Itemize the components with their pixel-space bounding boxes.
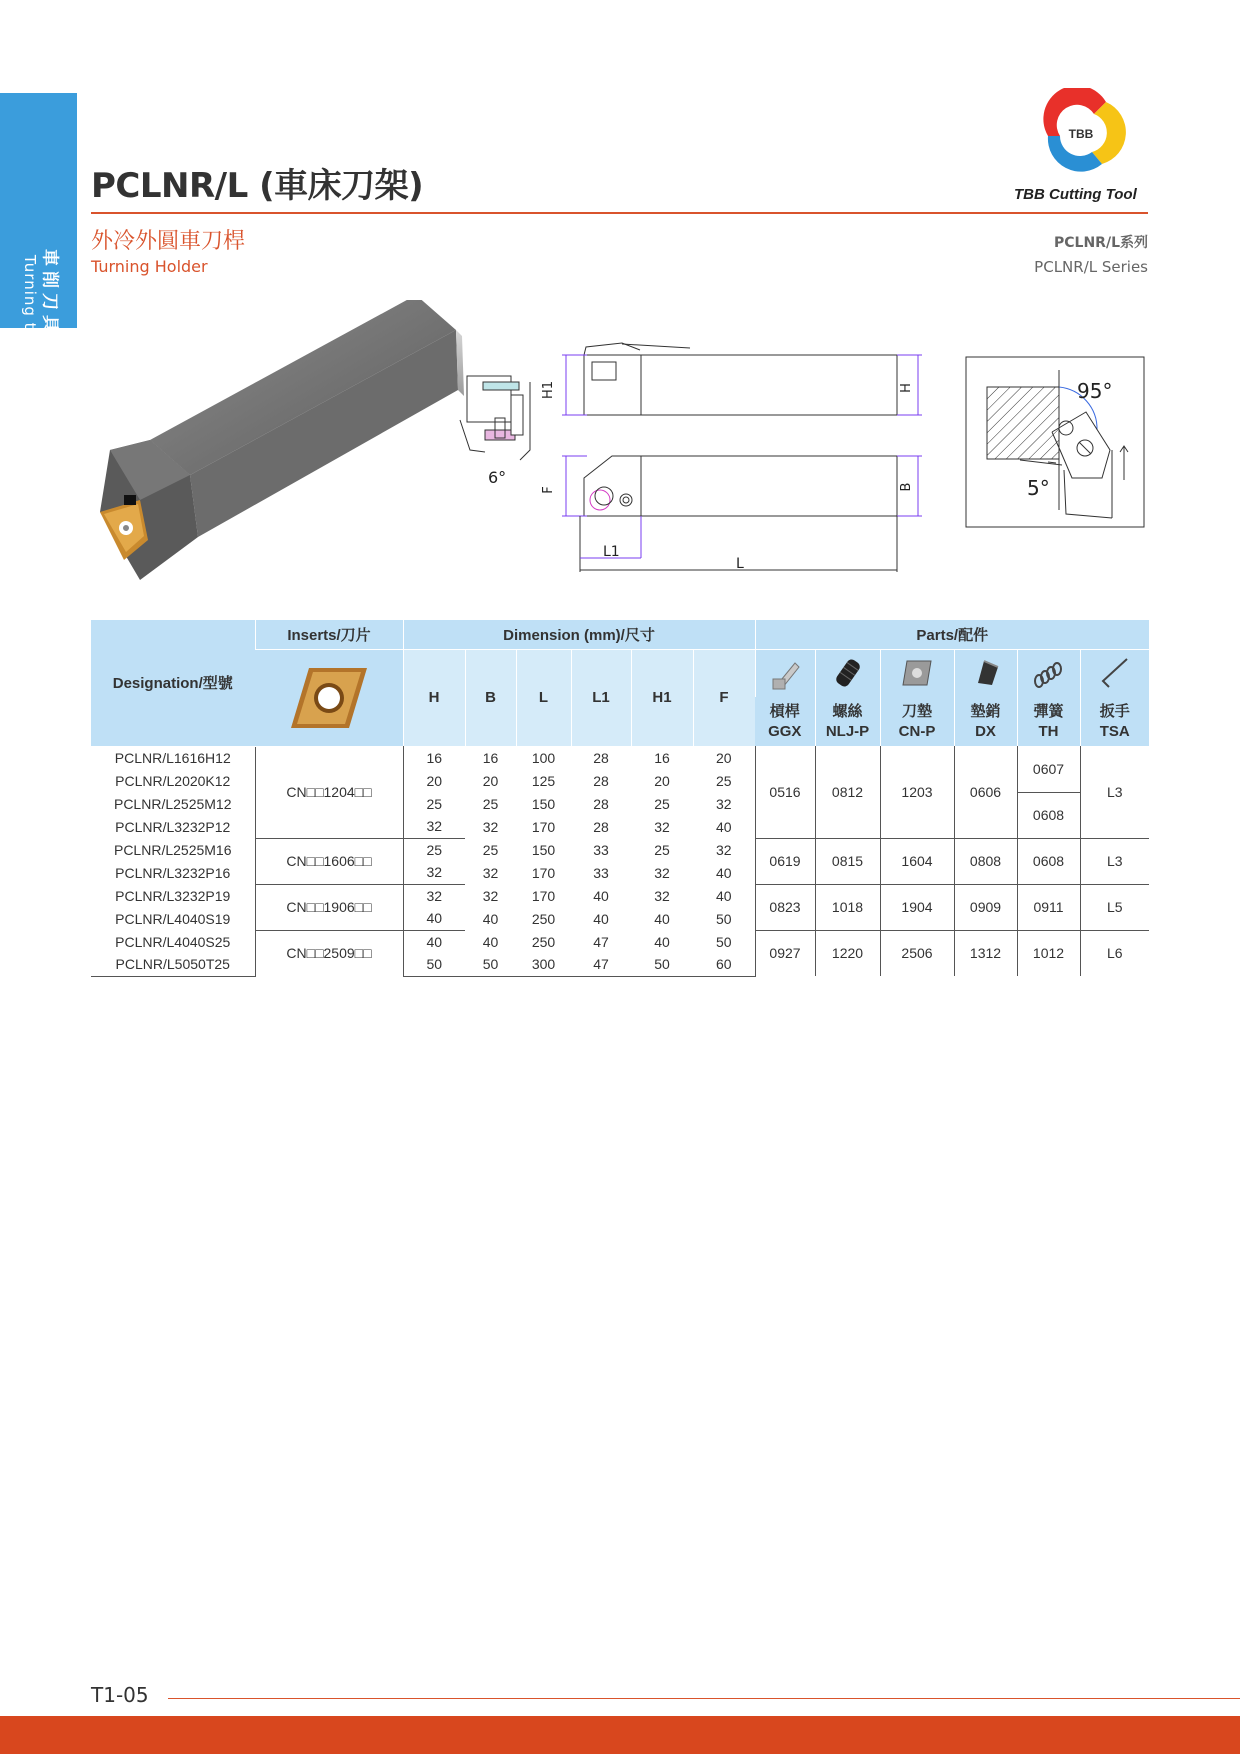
insert-code-cell: CN□□1906□□	[255, 884, 403, 930]
angle-95-label: 95°	[1077, 379, 1113, 403]
end-view-drawing	[460, 376, 530, 460]
part-image-lever	[755, 649, 815, 697]
series-label-en: PCLNR/L Series	[1034, 258, 1148, 276]
parts-header: Parts/配件	[755, 620, 1149, 649]
dim-col-l1: L1	[571, 649, 631, 746]
subtitle-cn: 外冷外圓車刀桿	[91, 229, 246, 254]
table-row: PCLNR/L2020K12 20 20 125 28 20 25	[91, 769, 1149, 792]
side-tab	[0, 93, 77, 356]
product-illustration	[90, 300, 1150, 590]
pin-icon	[968, 655, 1004, 691]
part-col-ggx: 槓桿 GGX	[755, 697, 815, 746]
insert-code-cell: CN□□2509□□	[255, 930, 403, 976]
part-image-screw	[815, 649, 880, 697]
side-tab-label-en: Turning tool	[21, 254, 39, 356]
tbb-logo	[1036, 88, 1126, 178]
dimension-l-label: L	[736, 556, 744, 572]
screw-icon	[830, 655, 866, 691]
table-row: PCLNR/L1616H12 CN□□1204□□ 16 16 100 28 16 20 0516 0812 1203 0606 0607 L3	[91, 746, 1149, 769]
top-view-drawing	[562, 343, 922, 415]
spec-table	[91, 620, 1149, 977]
logo-text: TBB Cutting Tool	[1014, 186, 1137, 203]
footer-bar	[0, 1716, 1240, 1754]
logo-mark: TBB	[1068, 127, 1094, 141]
dim-col-l: L	[516, 649, 571, 746]
part-col-th: 彈簧 TH	[1017, 697, 1080, 746]
dimension-l1-label: L1	[603, 544, 620, 560]
part-image-wrench	[1080, 649, 1149, 697]
dimension-h1-label: H1	[541, 380, 556, 400]
angle-5-label: 5°	[1027, 476, 1050, 500]
part-col-dx: 墊銷 DX	[954, 697, 1017, 746]
table-row: PCLNR/L3232P12 32 32 170 28 32 40	[91, 815, 1149, 838]
insert-icon	[289, 662, 369, 734]
dim-col-b: B	[465, 649, 516, 746]
table-row: PCLNR/L4040S25 CN□□2509□□ 40 40 250 47 40 50 0927 1220 2506 1312 1012 L6	[91, 930, 1149, 953]
designation-header: Designation/型號	[91, 620, 255, 746]
dimension-header: Dimension (mm)/尺寸	[403, 620, 755, 649]
page-number: T1-05	[91, 1683, 149, 1707]
part-col-cn-p: 刀墊 CN-P	[880, 697, 954, 746]
side-tab-label-cn: 車削刀具	[39, 249, 60, 337]
wrench-icon	[1097, 655, 1133, 691]
spring-icon	[1031, 655, 1067, 691]
dimension-f-label: F	[541, 486, 556, 494]
dim-col-h: H	[403, 649, 465, 746]
insert-image-cell	[255, 649, 403, 746]
page-title: PCLNR/L (車床刀架)	[91, 166, 424, 206]
header-divider	[91, 212, 1148, 214]
part-col-nlj-p: 螺絲 NLJ-P	[815, 697, 880, 746]
part-image-spring	[1017, 649, 1080, 697]
angle-diagram	[966, 357, 1144, 527]
lever-icon	[767, 655, 803, 691]
angle-6-label: 6°	[488, 468, 507, 487]
tool-holder-3d-image	[100, 300, 464, 580]
inserts-header: Inserts/刀片	[255, 620, 403, 649]
footer-divider	[168, 1698, 1240, 1699]
table-row: PCLNR/L3232P16 32 32 170 33 32 40	[91, 861, 1149, 884]
table-row: PCLNR/L2525M16 CN□□1606□□ 25 25 150 33 25 32 0619 0815 1604 0808 0608 L3	[91, 838, 1149, 861]
part-image-shim	[880, 649, 954, 697]
shim-icon	[899, 655, 935, 691]
dimension-h-label: H	[899, 383, 914, 393]
dim-col-f: F	[693, 649, 755, 746]
insert-code-cell: CN□□1204□□	[255, 746, 403, 838]
part-image-pin	[954, 649, 1017, 697]
table-row: PCLNR/L5050T25 50 50 300 47 50 60	[91, 953, 1149, 976]
table-row: PCLNR/L3232P19 CN□□1906□□ 32 32 170 40 32 40 0823 1018 1904 0909 0911 L5	[91, 884, 1149, 907]
table-row: PCLNR/L4040S19 40 40 250 40 40 50	[91, 907, 1149, 930]
table-row: PCLNR/L2525M12 25 25 150 28 25 32 0608	[91, 792, 1149, 815]
series-label-cn: PCLNR/L系列	[1054, 235, 1148, 251]
subtitle-en: Turning Holder	[91, 257, 208, 276]
dim-col-h1: H1	[631, 649, 693, 746]
part-col-tsa: 扳手 TSA	[1080, 697, 1149, 746]
insert-code-cell: CN□□1606□□	[255, 838, 403, 884]
dimension-b-label: B	[899, 482, 914, 492]
